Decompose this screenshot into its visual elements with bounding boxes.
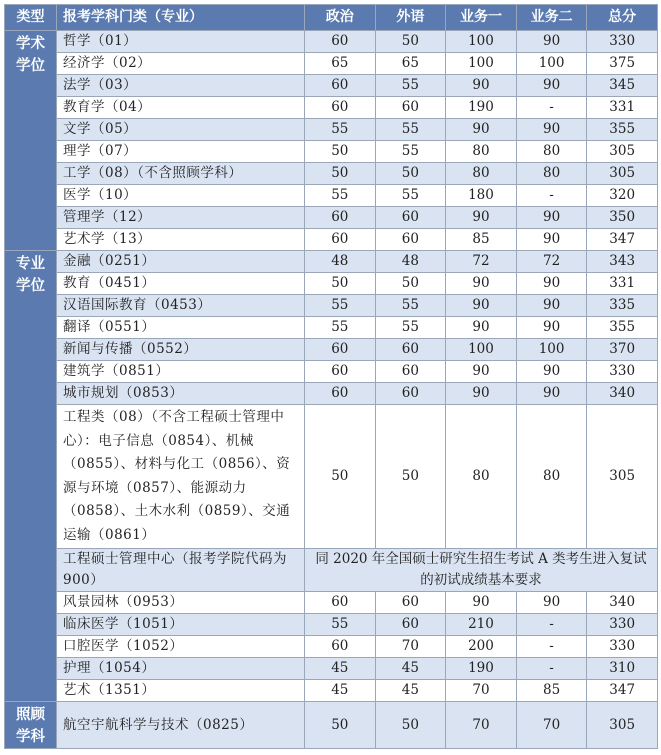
header-foreign: 外语 xyxy=(375,5,446,31)
major1-cell: 90 xyxy=(446,207,517,229)
foreign-cell: 55 xyxy=(375,119,446,141)
major2-cell: 90 xyxy=(516,592,587,614)
total-cell: 343 xyxy=(587,251,658,273)
total-cell: 305 xyxy=(587,405,658,549)
table-row xyxy=(5,295,658,317)
major2-cell: - xyxy=(516,185,587,207)
major1-cell: 90 xyxy=(446,383,517,405)
major1-cell: 100 xyxy=(446,339,517,361)
table-row xyxy=(5,185,658,207)
politics-cell: 50 xyxy=(305,405,376,549)
subject-cell: 新闻与传播（0552） xyxy=(57,339,305,361)
table-row xyxy=(5,405,658,549)
subject-cell: 工程硕士管理中心（报考学院代码为900） xyxy=(57,549,305,592)
major1-cell: 70 xyxy=(446,680,517,702)
subject-cell: 建筑学（0851） xyxy=(57,361,305,383)
politics-cell: 60 xyxy=(305,636,376,658)
table-row xyxy=(5,273,658,295)
major1-cell: 80 xyxy=(446,163,517,185)
header-subject: 报考学科门类（专业） xyxy=(57,5,305,31)
major2-cell: 70 xyxy=(516,702,587,749)
foreign-cell: 60 xyxy=(375,339,446,361)
politics-cell: 50 xyxy=(305,702,376,749)
total-cell: 305 xyxy=(587,141,658,163)
note-cell: 同 2020 年全国硕士研究生招生考试 A 类考生进入复试的初试成绩基本要求 xyxy=(305,549,658,592)
foreign-cell: 55 xyxy=(375,185,446,207)
major2-cell: 72 xyxy=(516,251,587,273)
subject-cell: 风景园林（0953） xyxy=(57,592,305,614)
total-cell: 330 xyxy=(587,636,658,658)
foreign-cell: 50 xyxy=(375,405,446,549)
politics-cell: 60 xyxy=(305,592,376,614)
foreign-cell: 45 xyxy=(375,658,446,680)
table-row xyxy=(5,658,658,680)
subject-cell: 教育（0451） xyxy=(57,273,305,295)
politics-cell: 50 xyxy=(305,163,376,185)
header-major2: 业务二 xyxy=(516,5,587,31)
table-row xyxy=(5,75,658,97)
major1-cell: 85 xyxy=(446,229,517,251)
foreign-cell: 60 xyxy=(375,361,446,383)
major2-cell: 90 xyxy=(516,229,587,251)
total-cell: 340 xyxy=(587,592,658,614)
foreign-cell: 65 xyxy=(375,53,446,75)
foreign-cell: 55 xyxy=(375,317,446,339)
subject-cell: 工程类（08）（不含工程硕士管理中心）：电子信息（0854）、机械（0855）、材料与化工（0856）、资源与环境（0857）、能源动力（0858）、土木水利（0859）、交通运输（0861） xyxy=(57,405,305,549)
group-label-special: 照顾学科 xyxy=(5,702,57,749)
foreign-cell: 60 xyxy=(375,614,446,636)
total-cell: 305 xyxy=(587,702,658,749)
group-label-academic: 学术学位 xyxy=(5,31,57,251)
subject-cell: 教育学（04） xyxy=(57,97,305,119)
foreign-cell: 50 xyxy=(375,163,446,185)
total-cell: 331 xyxy=(587,97,658,119)
foreign-cell: 50 xyxy=(375,702,446,749)
major2-cell: 80 xyxy=(516,141,587,163)
major1-cell: 100 xyxy=(446,53,517,75)
table-row xyxy=(5,636,658,658)
total-cell: 375 xyxy=(587,53,658,75)
foreign-cell: 55 xyxy=(375,295,446,317)
foreign-cell: 60 xyxy=(375,383,446,405)
politics-cell: 60 xyxy=(305,361,376,383)
total-cell: 347 xyxy=(587,680,658,702)
subject-cell: 经济学（02） xyxy=(57,53,305,75)
total-cell: 355 xyxy=(587,317,658,339)
major2-cell: 90 xyxy=(516,383,587,405)
major1-cell: 70 xyxy=(446,702,517,749)
subject-cell: 法学（03） xyxy=(57,75,305,97)
subject-cell: 文学（05） xyxy=(57,119,305,141)
subject-cell: 艺术学（13） xyxy=(57,229,305,251)
major2-cell: 90 xyxy=(516,295,587,317)
politics-cell: 55 xyxy=(305,185,376,207)
subject-cell: 哲学（01） xyxy=(57,31,305,53)
major2-cell: 90 xyxy=(516,207,587,229)
header-row xyxy=(5,5,658,31)
table-row xyxy=(5,549,658,592)
header-total: 总分 xyxy=(587,5,658,31)
major2-cell: 80 xyxy=(516,163,587,185)
major2-cell: - xyxy=(516,636,587,658)
foreign-cell: 55 xyxy=(375,75,446,97)
table-row xyxy=(5,702,658,749)
politics-cell: 50 xyxy=(305,273,376,295)
major1-cell: 190 xyxy=(446,658,517,680)
total-cell: 330 xyxy=(587,31,658,53)
foreign-cell: 60 xyxy=(375,97,446,119)
major2-cell: 90 xyxy=(516,119,587,141)
politics-cell: 55 xyxy=(305,317,376,339)
subject-cell: 翻译（0551） xyxy=(57,317,305,339)
politics-cell: 60 xyxy=(305,339,376,361)
header-politics: 政治 xyxy=(305,5,376,31)
header-type: 类型 xyxy=(5,5,57,31)
politics-cell: 65 xyxy=(305,53,376,75)
subject-cell: 航空宇航科学与技术（0825） xyxy=(57,702,305,749)
politics-cell: 60 xyxy=(305,207,376,229)
table-row xyxy=(5,141,658,163)
total-cell: 345 xyxy=(587,75,658,97)
total-cell: 340 xyxy=(587,383,658,405)
foreign-cell: 55 xyxy=(375,141,446,163)
total-cell: 320 xyxy=(587,185,658,207)
major1-cell: 80 xyxy=(446,141,517,163)
politics-cell: 45 xyxy=(305,658,376,680)
major2-cell: - xyxy=(516,97,587,119)
subject-cell: 城市规划（0853） xyxy=(57,383,305,405)
subject-cell: 金融（0251） xyxy=(57,251,305,273)
politics-cell: 50 xyxy=(305,141,376,163)
major2-cell: 85 xyxy=(516,680,587,702)
major1-cell: 90 xyxy=(446,295,517,317)
foreign-cell: 45 xyxy=(375,680,446,702)
foreign-cell: 50 xyxy=(375,31,446,53)
total-cell: 350 xyxy=(587,207,658,229)
major1-cell: 190 xyxy=(446,97,517,119)
politics-cell: 60 xyxy=(305,31,376,53)
major2-cell: 90 xyxy=(516,273,587,295)
total-cell: 347 xyxy=(587,229,658,251)
table-row xyxy=(5,31,658,53)
foreign-cell: 48 xyxy=(375,251,446,273)
subject-cell: 管理学（12） xyxy=(57,207,305,229)
total-cell: 330 xyxy=(587,614,658,636)
subject-cell: 理学（07） xyxy=(57,141,305,163)
subject-cell: 汉语国际教育（0453） xyxy=(57,295,305,317)
table-row xyxy=(5,317,658,339)
table-row xyxy=(5,592,658,614)
table-row xyxy=(5,680,658,702)
foreign-cell: 60 xyxy=(375,207,446,229)
foreign-cell: 50 xyxy=(375,273,446,295)
major2-cell: 100 xyxy=(516,339,587,361)
major1-cell: 210 xyxy=(446,614,517,636)
major1-cell: 90 xyxy=(446,592,517,614)
subject-cell: 口腔医学（1052） xyxy=(57,636,305,658)
major2-cell: 90 xyxy=(516,317,587,339)
major2-cell: 90 xyxy=(516,31,587,53)
politics-cell: 45 xyxy=(305,680,376,702)
table-row xyxy=(5,361,658,383)
total-cell: 330 xyxy=(587,361,658,383)
politics-cell: 60 xyxy=(305,229,376,251)
table-row xyxy=(5,119,658,141)
score-table xyxy=(4,4,658,749)
major2-cell: 80 xyxy=(516,405,587,549)
subject-cell: 护理（1054） xyxy=(57,658,305,680)
major1-cell: 90 xyxy=(446,119,517,141)
header-major1: 业务一 xyxy=(446,5,517,31)
subject-cell: 工学（08）（不含照顾学科） xyxy=(57,163,305,185)
major1-cell: 90 xyxy=(446,75,517,97)
total-cell: 355 xyxy=(587,119,658,141)
major1-cell: 90 xyxy=(446,273,517,295)
foreign-cell: 60 xyxy=(375,229,446,251)
foreign-cell: 60 xyxy=(375,592,446,614)
subject-cell: 医学（10） xyxy=(57,185,305,207)
politics-cell: 60 xyxy=(305,97,376,119)
politics-cell: 48 xyxy=(305,251,376,273)
table-row xyxy=(5,339,658,361)
foreign-cell: 70 xyxy=(375,636,446,658)
politics-cell: 55 xyxy=(305,614,376,636)
table-row xyxy=(5,53,658,75)
major1-cell: 200 xyxy=(446,636,517,658)
major1-cell: 100 xyxy=(446,31,517,53)
major1-cell: 90 xyxy=(446,361,517,383)
major1-cell: 90 xyxy=(446,317,517,339)
total-cell: 310 xyxy=(587,658,658,680)
total-cell: 370 xyxy=(587,339,658,361)
major1-cell: 72 xyxy=(446,251,517,273)
total-cell: 331 xyxy=(587,273,658,295)
table-row xyxy=(5,251,658,273)
table-row xyxy=(5,614,658,636)
subject-cell: 艺术（1351） xyxy=(57,680,305,702)
major1-cell: 80 xyxy=(446,405,517,549)
table-row xyxy=(5,383,658,405)
subject-cell: 临床医学（1051） xyxy=(57,614,305,636)
major2-cell: - xyxy=(516,614,587,636)
major1-cell: 180 xyxy=(446,185,517,207)
total-cell: 305 xyxy=(587,163,658,185)
major2-cell: 100 xyxy=(516,53,587,75)
major2-cell: - xyxy=(516,658,587,680)
politics-cell: 55 xyxy=(305,119,376,141)
major2-cell: 90 xyxy=(516,361,587,383)
table-row xyxy=(5,229,658,251)
politics-cell: 60 xyxy=(305,383,376,405)
major2-cell: 90 xyxy=(516,75,587,97)
table-row xyxy=(5,163,658,185)
table-row xyxy=(5,207,658,229)
politics-cell: 55 xyxy=(305,295,376,317)
table-row xyxy=(5,97,658,119)
politics-cell: 60 xyxy=(305,75,376,97)
total-cell: 335 xyxy=(587,295,658,317)
group-label-professional: 专业学位 xyxy=(5,251,57,702)
